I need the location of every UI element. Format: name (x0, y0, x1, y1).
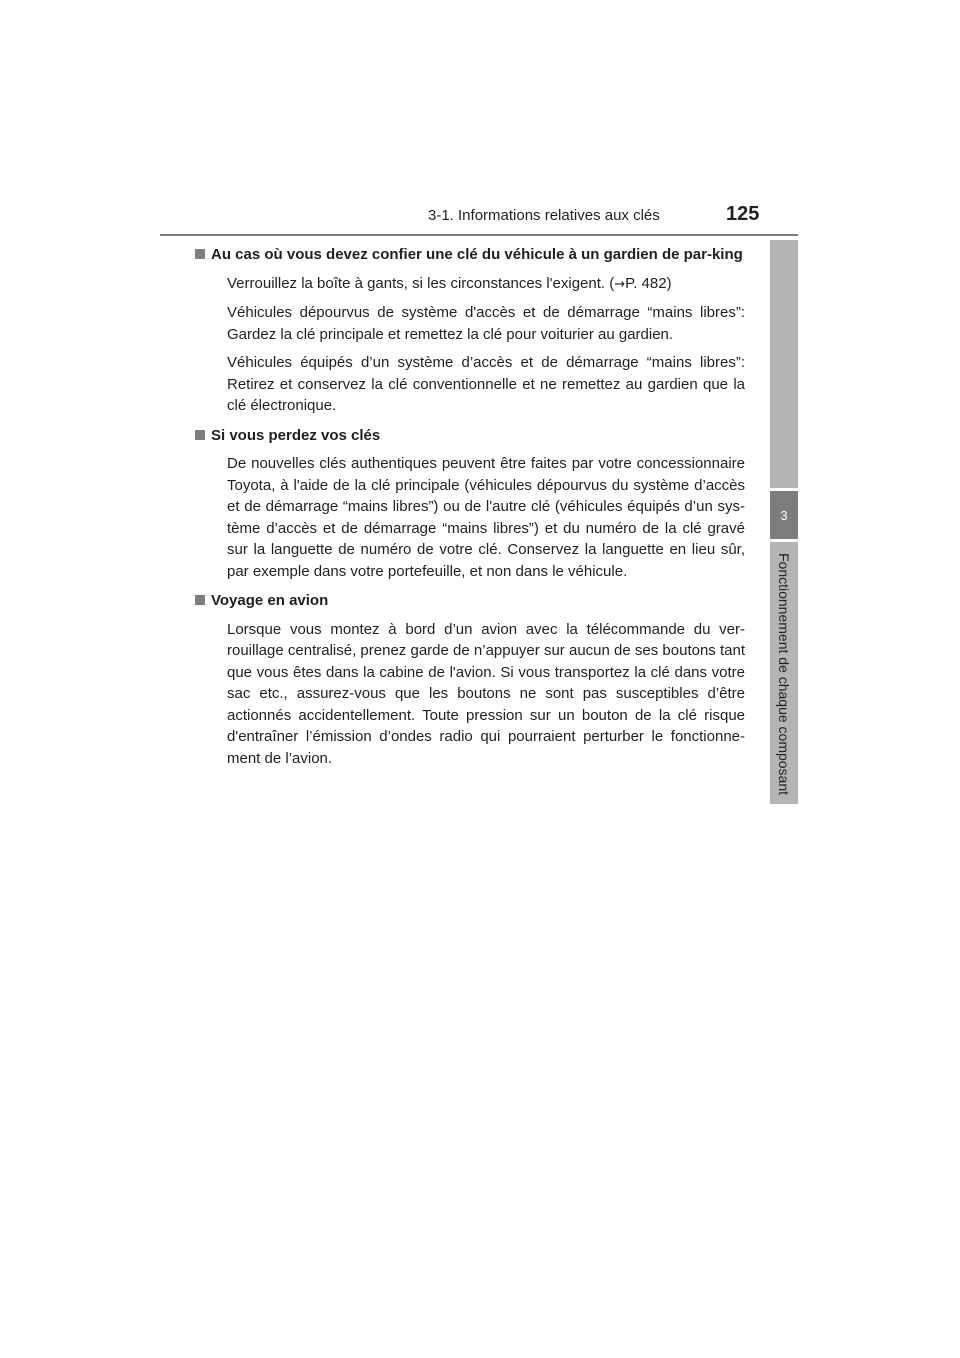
header-divider (160, 234, 798, 236)
page-content (209, 244, 745, 777)
page-reference-link[interactable]: P. 482) (625, 274, 672, 292)
chapter-number: 3 (780, 507, 788, 523)
chapter-tab (770, 491, 798, 539)
side-tab-bar-top (770, 240, 798, 488)
section-air-travel (209, 590, 745, 769)
square-bullet-icon (195, 595, 205, 605)
square-bullet-icon (195, 249, 205, 259)
arrow-right-icon: → (614, 276, 626, 292)
page-number: 125 (726, 203, 760, 225)
chapter-label: Fonctionnement de chaque composant (776, 552, 792, 796)
section-title: Si vous perdez vos clés (211, 426, 381, 444)
section-title: Au cas où vous devez confier une clé du véhicule à un gardien de par-king (211, 246, 743, 263)
section-valet (209, 244, 745, 417)
paragraph-text: Verrouillez la boîte à gants, si les circonstances l'exigent. ( (227, 274, 615, 292)
paragraph: De nouvelles clés authentiques peuvent être faites par votre concessionnaire Toyota, à l'aide de la clé principale (véhicules dépourvus du système d’accès et de démarrage “mains libres”) ou de l'autre clé (véhicules équipés d’un sys-tème d’accès et de démarrage “mains libres”) et du numéro de la clé gravé sur la languette de numéro de votre clé. Conservez la languette en lieu sûr, par exemple dans votre portefeuille, et non dans le véhicule. (227, 455, 745, 580)
paragraph (209, 273, 745, 296)
square-bullet-icon (195, 430, 205, 440)
header-section-title: 3-1. Informations relatives aux clés (428, 207, 660, 224)
paragraph: Lorsque vous montez à bord d’un avion avec la télécommande du ver-rouillage centralisé, prenez garde de n’appuyer sur aucun de ses boutons tant que vous êtes dans la cabine de l'avion. Si vous transportez la clé dans votre sac etc., assurez-vous que les boutons ne sont pas susceptibles d’être actionnés accidentellement. Toute pression sur un bouton de la clé risque d'entraîner l’émission d’ondes radio qui pourraient perturber le fonctionne-ment de l’avion. (227, 620, 745, 767)
paragraph: Véhicules équipés d’un système d’accès et de démarrage “mains libres”: Retirez et conservez la clé conventionnelle et ne remettez au gardien que la clé électronique. (227, 354, 745, 414)
section-lost-keys (209, 425, 745, 583)
paragraph: Véhicules dépourvus de système d'accès et de démarrage “mains libres”: Gardez la clé principale et remettez la clé pour voiturier au gardien. (227, 304, 745, 343)
section-title: Voyage en avion (211, 592, 329, 609)
